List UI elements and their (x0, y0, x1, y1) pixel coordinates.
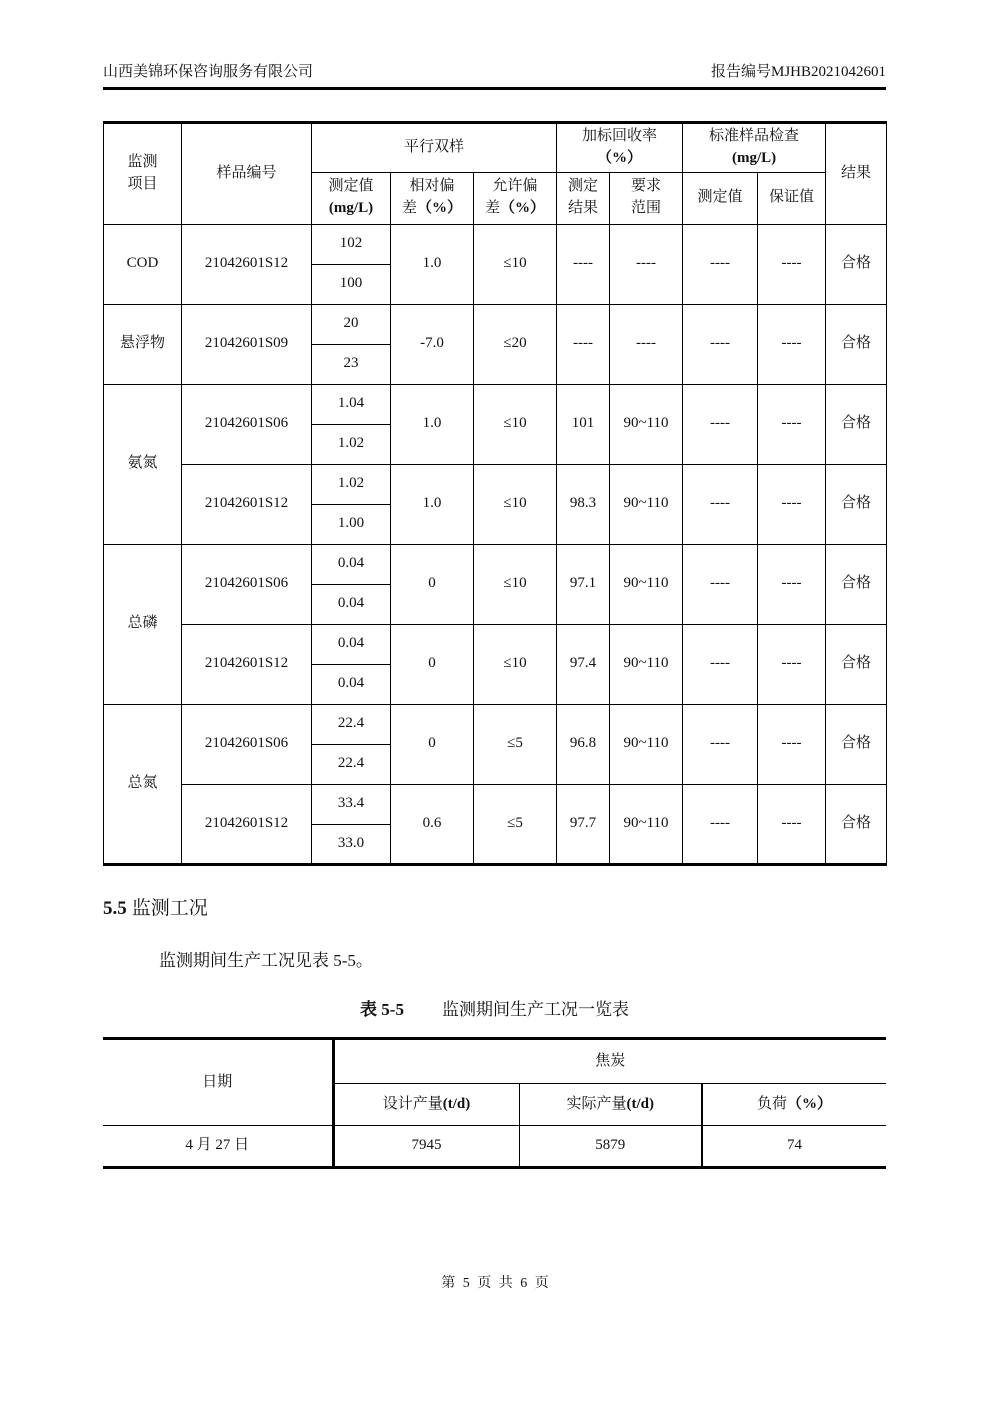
qc-sample-id: 21042601S12 (182, 224, 312, 304)
qc-sample-id: 21042601S12 (182, 624, 312, 704)
qc-measured-1: 20 (312, 304, 391, 344)
qc-relative-dev: 1.0 (391, 224, 474, 304)
page-content (103, 0, 886, 1169)
qc-relative-dev: -7.0 (391, 304, 474, 384)
body-paragraph: 监测期间生产工况见表 5-5。 (159, 950, 373, 970)
qc-header-relative-dev: 相对偏 差（%） (391, 172, 474, 224)
qc-header-std-certified: 保证值 (758, 172, 826, 224)
qc-spike-result: ---- (557, 224, 610, 304)
qc-measured-2: 22.4 (312, 744, 391, 784)
table-row (104, 224, 887, 264)
qc-relative-dev: 0 (391, 704, 474, 784)
qc-header-sample: 样品编号 (182, 123, 312, 225)
qc-std-certified: ---- (758, 704, 826, 784)
qc-measured-1: 0.04 (312, 624, 391, 664)
qc-spike-result: 96.8 (557, 704, 610, 784)
qc-measured-1: 102 (312, 224, 391, 264)
qc-spike-result: 97.7 (557, 784, 610, 864)
qc-measured-1: 33.4 (312, 784, 391, 824)
qc-allowed-dev: ≤10 (474, 624, 557, 704)
prod-design-output: 7945 (333, 1125, 519, 1167)
qc-header-item: 监测 项目 (104, 123, 182, 225)
prod-load: 74 (702, 1125, 886, 1167)
qc-measured-2: 33.0 (312, 824, 391, 864)
qc-spike-range: ---- (610, 304, 683, 384)
qc-allowed-dev: ≤10 (474, 224, 557, 304)
qc-sample-id: 21042601S06 (182, 384, 312, 464)
qc-std-measured: ---- (683, 624, 758, 704)
qc-measured-1: 22.4 (312, 704, 391, 744)
qc-spike-result: 101 (557, 384, 610, 464)
table-caption-label: 表 5-5 (360, 999, 404, 1019)
qc-spike-range: 90~110 (610, 704, 683, 784)
qc-sample-id: 21042601S12 (182, 784, 312, 864)
table-row (104, 464, 887, 504)
qc-std-measured: ---- (683, 704, 758, 784)
prod-header-coke: 焦炭 (333, 1038, 886, 1083)
qc-result: 合格 (826, 544, 887, 624)
qc-item-label: 总氮 (104, 704, 182, 864)
table-row (104, 544, 887, 584)
qc-spike-range: 90~110 (610, 544, 683, 624)
qc-sample-id: 21042601S06 (182, 544, 312, 624)
qc-result: 合格 (826, 304, 887, 384)
table-row (103, 1125, 886, 1167)
qc-result: 合格 (826, 784, 887, 864)
qc-relative-dev: 1.0 (391, 384, 474, 464)
qc-result: 合格 (826, 464, 887, 544)
report-number: 报告编号MJHB2021042601 (710, 64, 886, 80)
table-row (104, 704, 887, 744)
prod-date: 4 月 27 日 (103, 1125, 333, 1167)
qc-measured-2: 0.04 (312, 584, 391, 624)
prod-actual-output: 5879 (519, 1125, 702, 1167)
section-number: 5.5 (103, 897, 127, 919)
qc-std-measured: ---- (683, 544, 758, 624)
qc-std-measured: ---- (683, 464, 758, 544)
table-row (104, 624, 887, 664)
section-heading (103, 893, 886, 920)
qc-header-result: 结果 (826, 123, 887, 225)
prod-header-design: 设计产量(t/d) (333, 1083, 519, 1125)
qc-spike-range: 90~110 (610, 784, 683, 864)
qc-item-label: 悬浮物 (104, 304, 182, 384)
qc-std-certified: ---- (758, 384, 826, 464)
header-rule (103, 87, 886, 90)
qc-std-measured: ---- (683, 224, 758, 304)
table-row (104, 784, 887, 824)
qc-result: 合格 (826, 384, 887, 464)
qc-result: 合格 (826, 624, 887, 704)
qc-relative-dev: 1.0 (391, 464, 474, 544)
qc-relative-dev: 0 (391, 544, 474, 624)
qc-header-allowed-dev: 允许偏 差（%） (474, 172, 557, 224)
qc-std-certified: ---- (758, 464, 826, 544)
qc-std-certified: ---- (758, 624, 826, 704)
company-name: 山西美锦环保咨询服务有限公司 (103, 64, 314, 80)
qc-measured-2: 1.00 (312, 504, 391, 544)
table-caption-title: 监测期间生产工况一览表 (441, 999, 629, 1019)
qc-spike-result: ---- (557, 304, 610, 384)
qc-sample-id: 21042601S06 (182, 704, 312, 784)
qc-header-spike-measured: 测定 结果 (557, 172, 610, 224)
qc-relative-dev: 0 (391, 624, 474, 704)
qc-measured-1: 0.04 (312, 544, 391, 584)
qc-spike-result: 97.4 (557, 624, 610, 704)
qc-allowed-dev: ≤10 (474, 384, 557, 464)
qc-header-std-measured: 测定值 (683, 172, 758, 224)
qc-measured-2: 100 (312, 264, 391, 304)
qc-std-measured: ---- (683, 784, 758, 864)
qc-sample-id: 21042601S12 (182, 464, 312, 544)
qc-allowed-dev: ≤20 (474, 304, 557, 384)
qc-item-label: 氨氮 (104, 384, 182, 544)
qc-header-spike: 加标回收率 （%） (557, 123, 683, 173)
document-header (103, 0, 886, 81)
qc-measured-2: 1.02 (312, 424, 391, 464)
qc-spike-result: 98.3 (557, 464, 610, 544)
prod-header-actual: 实际产量(t/d) (519, 1083, 702, 1125)
qc-std-certified: ---- (758, 544, 826, 624)
qc-std-certified: ---- (758, 784, 826, 864)
qc-std-certified: ---- (758, 224, 826, 304)
qc-std-certified: ---- (758, 304, 826, 384)
qc-header-measured: 测定值 (mg/L) (312, 172, 391, 224)
qc-allowed-dev: ≤10 (474, 464, 557, 544)
qc-spike-range: ---- (610, 224, 683, 304)
qc-spike-range: 90~110 (610, 384, 683, 464)
qc-header-standard: 标准样品检查 (mg/L) (683, 123, 826, 173)
qc-spike-range: 90~110 (610, 464, 683, 544)
qc-spike-range: 90~110 (610, 624, 683, 704)
qc-spike-result: 97.1 (557, 544, 610, 624)
qc-item-label: 总磷 (104, 544, 182, 704)
table-row (104, 384, 887, 424)
qc-std-measured: ---- (683, 304, 758, 384)
qc-allowed-dev: ≤5 (474, 704, 557, 784)
qc-header-parallel: 平行双样 (312, 123, 557, 173)
prod-header-date: 日期 (103, 1038, 333, 1125)
table-row (104, 304, 887, 344)
qc-sample-id: 21042601S09 (182, 304, 312, 384)
qc-relative-dev: 0.6 (391, 784, 474, 864)
qc-table (103, 121, 887, 866)
qc-allowed-dev: ≤10 (474, 544, 557, 624)
qc-measured-2: 0.04 (312, 664, 391, 704)
qc-std-measured: ---- (683, 384, 758, 464)
qc-item-label: COD (104, 224, 182, 304)
qc-measured-1: 1.02 (312, 464, 391, 504)
qc-allowed-dev: ≤5 (474, 784, 557, 864)
page-footer: 第 5 页 共 6 页 (441, 1276, 551, 1291)
prod-header-load: 负荷（%） (702, 1083, 886, 1125)
qc-measured-2: 23 (312, 344, 391, 384)
qc-result: 合格 (826, 224, 887, 304)
qc-header-spike-range: 要求 范围 (610, 172, 683, 224)
table-caption (103, 995, 886, 1020)
qc-result: 合格 (826, 704, 887, 784)
section-title: 监测工况 (131, 897, 208, 919)
production-table (103, 1037, 886, 1169)
qc-measured-1: 1.04 (312, 384, 391, 424)
